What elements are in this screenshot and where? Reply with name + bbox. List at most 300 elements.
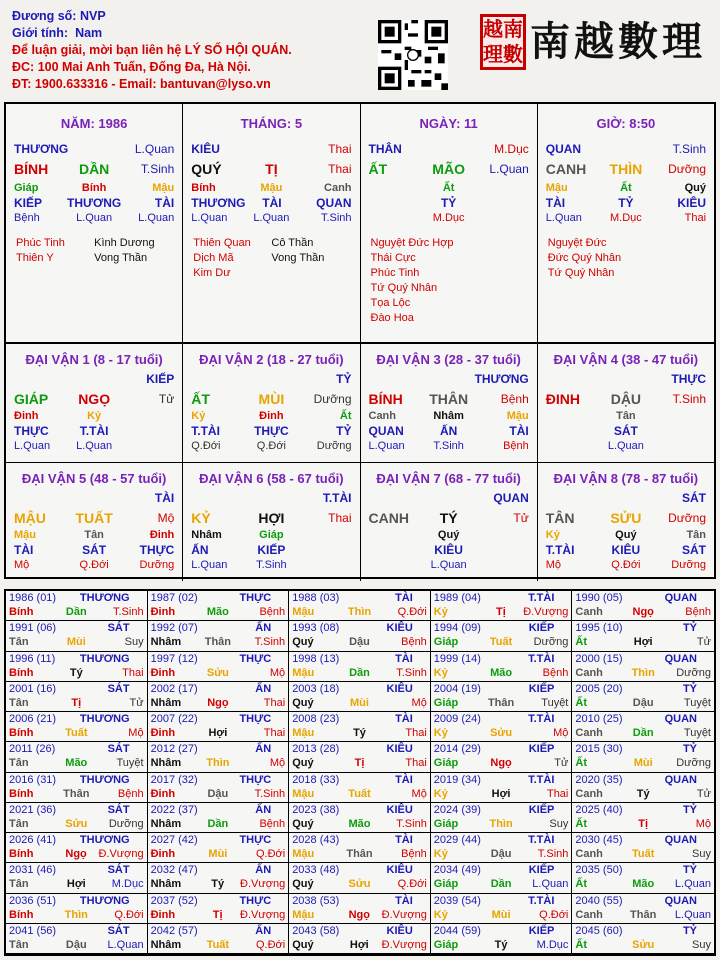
year-label: 1992 (07) (150, 622, 198, 635)
star-item: Tứ Quý Nhân (370, 282, 438, 294)
dai-van-branch: SỬU (610, 510, 642, 526)
pillar-stem-god: THÂN (368, 142, 402, 156)
year-cell (6, 894, 148, 924)
year-branch: Ngọ (490, 757, 512, 770)
year-stem: Bính (9, 727, 34, 739)
year-stem: Nhâm (150, 696, 182, 709)
year-label: 2015 (30) (575, 743, 623, 756)
year-label: 1999 (14) (433, 652, 481, 665)
hidden-stem: Canh (324, 182, 352, 194)
dai-van-stem: KỶ (191, 510, 211, 526)
address-line: ĐC: 100 Mai Anh Tuấn, Đống Đa, Hà Nội. (12, 60, 251, 74)
pillar-branch-stage: T.Sinh (140, 162, 175, 176)
year-stage: Tử (696, 787, 711, 800)
year-god: THỰC (239, 773, 272, 786)
dai-van-cell (538, 344, 714, 462)
year-label: 2032 (47) (150, 864, 198, 877)
hidden-stage: Q.Đới (191, 440, 221, 452)
year-stem: Canh (575, 787, 603, 800)
year-cell (289, 773, 431, 803)
pillar-stem: CANH (545, 161, 587, 177)
hidden-stem: Ất (620, 182, 632, 194)
hidden-stem: Mậu (14, 529, 36, 541)
year-label: 2025 (40) (575, 803, 623, 816)
hidden-stage: Q.Đới (256, 440, 286, 452)
year-god: THƯƠNG (79, 652, 130, 665)
year-god: TÀI (395, 773, 413, 786)
hidden-stage: L.Quan (545, 212, 582, 224)
year-branch: Dậu (490, 848, 512, 860)
year-branch: Hợi (633, 636, 653, 649)
year-stem: Tân (9, 878, 29, 891)
year-label: 2045 (60) (575, 924, 623, 937)
year-branch: Tý (211, 878, 225, 891)
year-stage: L.Quan (532, 878, 569, 891)
year-god: QUAN (664, 652, 697, 665)
dai-van-title: ĐẠI VẬN 4 (38 - 47 tuổi) (553, 352, 699, 367)
hidden-god: TÀI (509, 424, 529, 438)
star-item: Nguyệt Đức (547, 237, 607, 249)
year-stem: Quý (292, 938, 314, 951)
year-god: KIẾP (528, 803, 555, 816)
hidden-god: THỰC (254, 424, 289, 438)
year-stage: Thai (405, 757, 427, 770)
year-branch: Sửu (206, 666, 229, 679)
year-branch: Tị (354, 757, 365, 770)
year-branch: Thìn (206, 757, 230, 770)
star-item: Thái Cực (370, 252, 416, 264)
year-god: ẤN (255, 803, 272, 816)
year-cell (6, 773, 148, 803)
pillar-branch: MÃO (432, 161, 465, 177)
year-cell (148, 924, 290, 954)
year-label: 2033 (48) (292, 864, 340, 877)
year-stem: Quý (292, 757, 314, 770)
year-branch: Tị (212, 908, 223, 921)
year-branch: Mùi (491, 908, 511, 921)
hidden-stem: Mậu (260, 182, 283, 194)
star-item: Kim Dư (193, 267, 231, 279)
year-stem: Nhâm (150, 636, 182, 649)
dai-van-title: ĐẠI VẬN 3 (28 - 37 tuổi) (376, 352, 521, 367)
year-stage: Tử (696, 636, 711, 649)
hidden-stem: Ất (339, 410, 352, 422)
hidden-stem: Ất (442, 182, 455, 194)
year-stem: Đinh (150, 908, 176, 921)
hidden-god: QUAN (368, 424, 404, 438)
hidden-god: TÀI (262, 196, 282, 210)
year-stem: Bính (9, 666, 34, 679)
year-stage: Q.Đới (539, 908, 569, 921)
year-god: QUAN (664, 592, 697, 604)
year-cell (572, 682, 714, 712)
hidden-stem: Quý (615, 529, 637, 541)
year-god: KIÊU (386, 803, 413, 816)
year-god: T.TÀI (528, 894, 555, 907)
year-branch: Tuất (348, 787, 371, 800)
year-stage: Tuyệt (541, 696, 569, 709)
pillar-branch-stage: L.Quan (489, 162, 529, 176)
year-cell (289, 742, 431, 772)
year-label: 1998 (13) (292, 652, 340, 665)
hidden-stem: Đinh (259, 410, 284, 422)
year-stem: Mậu (292, 787, 315, 800)
dai-van-god: T.TÀI (322, 491, 352, 505)
year-label: 1987 (02) (150, 592, 198, 604)
hidden-stem: Nhâm (433, 410, 464, 422)
year-god: KIÊU (386, 622, 413, 635)
year-label: 2043 (58) (292, 924, 340, 937)
year-branch: Thân (487, 696, 515, 709)
year-label: 2022 (37) (150, 803, 198, 816)
hidden-stage: Mộ (545, 559, 562, 571)
star-item: Thiên Quan (193, 237, 251, 249)
hidden-god: TỶ (618, 196, 634, 210)
hidden-god: T.TÀI (191, 424, 220, 438)
year-cell (148, 803, 290, 833)
year-god: SÁT (107, 924, 130, 937)
year-stem: Mậu (292, 606, 315, 618)
year-stem: Bính (9, 606, 34, 618)
year-label: 2021 (36) (9, 803, 57, 816)
pillar-stem-stage: L.Quan (134, 142, 175, 156)
year-stage: Bệnh (117, 787, 144, 800)
year-god: SÁT (107, 743, 130, 756)
hidden-god: SÁT (682, 543, 707, 557)
year-label: 2037 (52) (150, 894, 198, 907)
pillar-branch: DẦN (78, 161, 110, 177)
year-god: THƯƠNG (79, 834, 130, 846)
pillar-month (183, 104, 360, 342)
year-branch: Dần (207, 817, 229, 830)
year-cell (431, 682, 573, 712)
year-god: THƯƠNG (79, 894, 130, 907)
year-cell (289, 621, 431, 651)
year-stem: Nhâm (150, 817, 182, 830)
year-branch: Ngọ (207, 696, 229, 709)
year-stem: Nhâm (150, 757, 182, 770)
year-stage: Tuyệt (683, 727, 711, 739)
year-branch: Dần (632, 727, 654, 739)
dai-van-row-1 (6, 344, 714, 463)
year-branch: Hợi (491, 787, 511, 800)
year-branch: Dậu (349, 636, 370, 649)
hidden-stage: L.Quan (191, 559, 228, 571)
year-god: KIẾP (528, 682, 555, 695)
year-label: 2036 (51) (9, 894, 57, 907)
hidden-stem: Đinh (14, 410, 39, 422)
hidden-stage: Dưỡng (316, 440, 352, 452)
year-cell (431, 652, 573, 682)
hidden-stage: Mộ (14, 559, 30, 571)
year-cell (289, 894, 431, 924)
year-stage: Dưỡng (676, 666, 711, 679)
dai-van-cell (6, 344, 183, 462)
year-stem: Đinh (150, 666, 176, 679)
year-stage: Mộ (411, 787, 427, 800)
year-label: 2039 (54) (433, 894, 481, 907)
year-branch: Tý (353, 727, 366, 739)
year-stage: Bệnh (401, 636, 427, 649)
year-label: 2034 (49) (433, 864, 481, 877)
year-branch: Tị (638, 817, 649, 830)
red-seal-logo: 越南理數 (480, 14, 526, 70)
dai-van-branch: MÙI (258, 391, 285, 407)
year-stage: Q.Đới (114, 908, 144, 921)
year-cell (572, 924, 714, 954)
dai-van-branch: NGỌ (78, 391, 111, 407)
pillar-stem-god: KIÊU (191, 142, 220, 156)
pillar-branch: THÌN (609, 161, 643, 177)
year-stage: Mộ (128, 727, 144, 739)
year-stage: Đ.Vượng (98, 848, 144, 860)
year-label: 1986 (01) (9, 592, 57, 604)
year-stage: Mộ (269, 757, 286, 770)
dai-van-god: KIẾP (146, 372, 175, 386)
hidden-stage: T.Sinh (320, 212, 352, 224)
qr-code-icon[interactable] (378, 20, 448, 90)
year-god: KIẾP (528, 622, 555, 635)
year-stage: T.Sinh (254, 787, 286, 800)
dai-van-god: TỶ (336, 372, 352, 386)
hidden-god: TÀI (14, 543, 34, 557)
year-god: THỰC (239, 894, 272, 907)
year-label: 1988 (03) (292, 592, 340, 604)
dai-van-stem: MẬU (14, 510, 46, 526)
year-cell (148, 833, 290, 863)
year-branch: Tuất (65, 727, 88, 739)
year-stem: Tân (9, 757, 29, 770)
year-branch: Thìn (64, 908, 88, 921)
year-branch: Dậu (632, 696, 654, 709)
year-branch: Thân (63, 787, 90, 800)
year-god: TÀI (395, 834, 413, 846)
year-stem: Canh (575, 666, 603, 679)
year-stage: Tử (554, 757, 569, 770)
year-god: TỶ (682, 743, 697, 756)
star-item: Thiên Y (16, 252, 54, 264)
year-branch: Mão (348, 817, 371, 830)
year-label: 1997 (12) (150, 652, 198, 665)
year-cell (431, 742, 573, 772)
year-stage: Tuyệt (116, 757, 144, 770)
hidden-stage: T.Sinh (433, 440, 464, 452)
year-cell (289, 803, 431, 833)
year-stem: Tân (9, 817, 29, 830)
year-stage: Mộ (411, 696, 427, 709)
year-label: 2012 (27) (150, 743, 198, 756)
hidden-stem: Kỷ (87, 410, 102, 422)
dai-van-branch: TÝ (439, 510, 458, 526)
hidden-stage: L.Quan (138, 212, 175, 224)
dai-van-stem: ẤT (191, 391, 210, 407)
year-label: 1994 (09) (433, 622, 481, 635)
year-stage: Tử (129, 696, 144, 709)
year-god: KIẾP (528, 864, 555, 877)
year-cell (572, 742, 714, 772)
dai-van-cell (361, 344, 538, 462)
year-label: 2014 (29) (433, 743, 481, 756)
hidden-stem: Giáp (14, 182, 39, 194)
star-item: Vong Thần (94, 252, 148, 264)
year-stage: L.Quan (674, 908, 711, 921)
year-god: TỶ (682, 803, 697, 816)
dai-van-branch: THÂN (429, 391, 469, 407)
year-god: KIẾP (528, 743, 555, 756)
year-stage: Thai (546, 787, 569, 800)
dai-van-god: SÁT (682, 491, 706, 505)
year-branch: Sửu (65, 817, 88, 830)
year-stem: Ất (575, 938, 587, 951)
year-cell (572, 652, 714, 682)
year-branch: Dần (65, 606, 87, 618)
dai-van-title: ĐẠI VẬN 6 (58 - 67 tuổi) (199, 471, 344, 486)
year-label: 2029 (44) (433, 834, 481, 846)
hidden-stage: L.Quan (368, 440, 405, 452)
year-stage: Đ.Vượng (240, 878, 286, 891)
year-branch: Dần (490, 878, 512, 891)
year-stem: Kỷ (433, 787, 448, 800)
year-stem: Kỷ (433, 908, 448, 921)
year-cell (6, 924, 148, 954)
year-cell (289, 924, 431, 954)
year-god: THỰC (239, 834, 272, 846)
year-stem: Nhâm (150, 938, 182, 951)
hidden-stem: Quý (684, 182, 707, 194)
year-god: THỰC (239, 592, 272, 604)
year-branch: Mùi (633, 757, 653, 770)
star-item: Dịch Mã (193, 252, 234, 264)
year-cell (572, 863, 714, 893)
year-label: 2004 (19) (433, 682, 481, 695)
hidden-stage: L.Quan (607, 440, 644, 452)
year-cell (6, 621, 148, 651)
year-stage: Bệnh (685, 606, 711, 618)
year-label: 2044 (59) (433, 924, 481, 937)
year-god: THƯƠNG (79, 592, 130, 604)
year-god: KIẾP (528, 924, 555, 937)
year-cell (148, 894, 290, 924)
hidden-stage: L.Quan (430, 559, 467, 571)
year-branch: Thìn (631, 666, 655, 679)
brand-calligraphy-logo: 南越數理 (530, 18, 706, 65)
year-god: QUAN (664, 894, 697, 907)
year-cell (6, 833, 148, 863)
hidden-god: TỶ (336, 424, 352, 438)
pillar-stem: QUÝ (191, 161, 222, 177)
hidden-god: ẤN (439, 424, 458, 438)
year-cell (6, 591, 148, 621)
dai-van-stem: BÍNH (368, 391, 403, 407)
year-label: 2020 (35) (575, 773, 623, 786)
hidden-stage: L.Quan (76, 440, 113, 452)
dai-van-stem: CANH (368, 510, 409, 526)
year-stage: M.Dục (111, 878, 144, 891)
year-stem: Kỷ (433, 666, 448, 679)
year-stage: Suy (549, 817, 569, 830)
year-label: 2008 (23) (292, 713, 340, 725)
annual-luck-grid (4, 589, 716, 956)
year-cell (6, 803, 148, 833)
year-branch: Ngọ (65, 848, 87, 860)
pillar-hour (538, 104, 714, 342)
hidden-god: ẤN (191, 543, 209, 557)
year-branch: Thìn (347, 606, 372, 618)
year-cell (148, 621, 290, 651)
dai-van-god: QUAN (493, 491, 529, 505)
year-stem: Bính (9, 908, 34, 921)
hidden-stem: Đinh (149, 529, 175, 541)
year-god: KIÊU (386, 924, 413, 937)
year-cell (572, 833, 714, 863)
year-stage: Tuyệt (683, 696, 711, 709)
year-branch: Thân (630, 908, 657, 921)
year-branch: Tý (69, 666, 83, 679)
dai-van-title: ĐẠI VẬN 7 (68 - 77 tuổi) (376, 471, 521, 486)
year-stem: Giáp (433, 878, 459, 891)
year-stem: Giáp (433, 636, 459, 649)
dai-van-god: THỰC (671, 372, 706, 386)
year-branch: Hợi (66, 878, 86, 891)
year-cell (572, 894, 714, 924)
hidden-god: SÁT (82, 543, 107, 557)
pillar-day (361, 104, 538, 342)
year-label: 2026 (41) (9, 834, 57, 846)
hidden-god: KIẾP (14, 196, 43, 210)
year-stage: T.Sinh (396, 666, 427, 679)
year-cell (148, 682, 290, 712)
year-stem: Giáp (433, 817, 459, 830)
hidden-god: KIÊU (434, 543, 463, 557)
hidden-stage: Q.Đới (611, 559, 641, 571)
year-god: KIÊU (386, 743, 413, 756)
dai-van-stage: Bệnh (500, 392, 529, 406)
year-stem: Đinh (150, 606, 176, 618)
year-label: 2019 (34) (433, 773, 481, 786)
year-cell (6, 682, 148, 712)
year-cell (431, 591, 573, 621)
owner-value: NVP (79, 9, 106, 23)
year-stage: Thai (405, 727, 427, 739)
dai-van-stage: Thai (328, 511, 352, 525)
year-label: 1993 (08) (292, 622, 340, 635)
year-god: TÀI (395, 713, 413, 725)
year-branch: Mão (490, 666, 513, 679)
hidden-stage: M.Dục (432, 212, 465, 224)
year-stage: Q.Đới (397, 606, 427, 618)
year-branch: Ngọ (348, 908, 370, 921)
year-stage: Đ.Vượng (523, 606, 569, 618)
year-branch: Mùi (66, 636, 86, 649)
year-branch: Mão (206, 606, 229, 618)
hidden-god: TÀI (154, 196, 175, 210)
year-stage: T.Sinh (396, 817, 427, 830)
year-label: 2038 (53) (292, 894, 340, 907)
year-label: 2013 (28) (292, 743, 340, 756)
year-god: QUAN (664, 713, 697, 725)
year-branch: Sửu (632, 938, 655, 951)
dai-van-title: ĐẠI VẬN 1 (8 - 17 tuổi) (25, 352, 163, 367)
year-stem: Ất (575, 696, 587, 709)
year-cell (431, 621, 573, 651)
year-god: THƯƠNG (79, 713, 130, 725)
year-stem: Mậu (292, 727, 315, 739)
hidden-stem: Kỷ (191, 410, 206, 422)
star-item: Đào Hoa (370, 312, 414, 324)
year-cell (289, 652, 431, 682)
year-cell (148, 742, 290, 772)
year-label: 2024 (39) (433, 803, 481, 816)
